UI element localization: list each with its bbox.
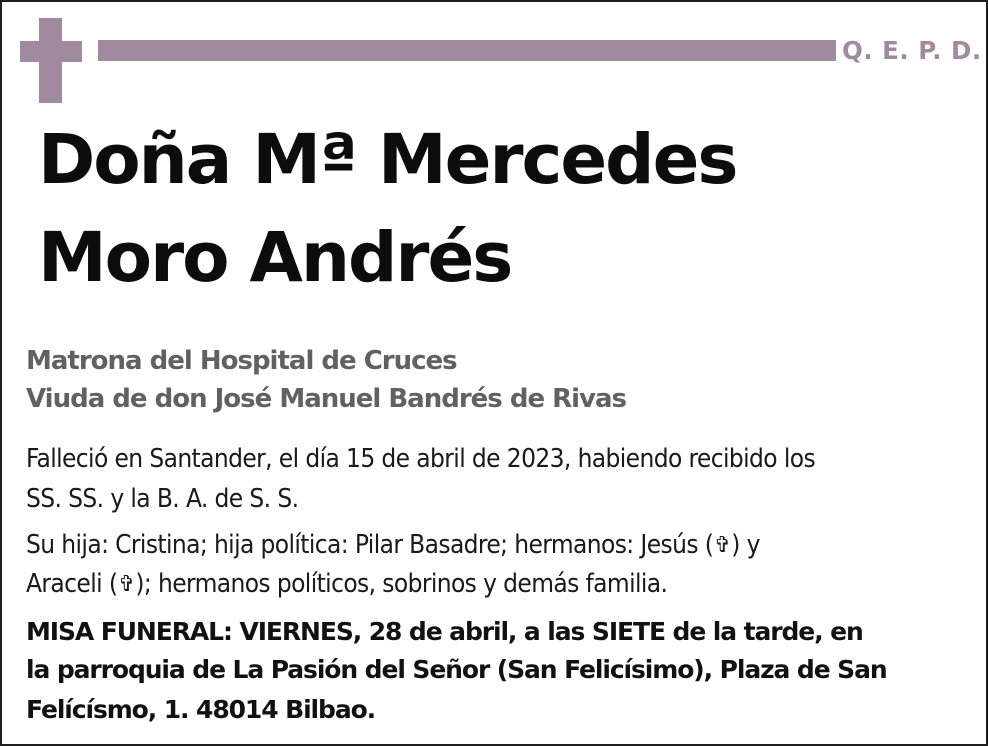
- death-notice-line-2: SS. SS. y la B. A. de S. S.: [26, 484, 299, 514]
- deceased-cross-icon: ✞: [714, 533, 731, 558]
- funeral-mass-line-3: Felícísmo, 1. 48014 Bilbao.: [26, 695, 376, 724]
- qepd-label: Q. E. P. D.: [842, 36, 982, 65]
- family-line-1-text: Su hija: Cristina; hija política: Pilar Basadre; hermanos: Jesús (: [26, 530, 714, 560]
- cross-icon-horizontal: [20, 41, 82, 62]
- family-line-2-text: ); hermanos políticos, sobrinos y demás familia.: [135, 569, 668, 599]
- deceased-name-line-2: Moro Andrés: [38, 218, 512, 298]
- funeral-mass-line-2: la parroquia de La Pasión del Señor (San Felicísimo), Plaza de San: [26, 655, 887, 684]
- family-line-2-start: Araceli (: [26, 569, 118, 599]
- deceased-name-line-1: Doña Mª Mercedes: [38, 120, 737, 200]
- family-line-1: [26, 532, 760, 558]
- deceased-cross-icon: ✞: [118, 572, 135, 597]
- family-line-2: [26, 571, 667, 597]
- family-line-1-end: ) y: [731, 530, 760, 560]
- death-notice-line-1: Falleció en Santander, el día 15 de abril de 2023, habiendo recibido los: [26, 444, 816, 474]
- header-divider-bar: [98, 40, 836, 61]
- widow-subtitle: Viuda de don José Manuel Bandrés de Rivas: [26, 384, 627, 414]
- occupation-subtitle: Matrona del Hospital de Cruces: [26, 346, 457, 376]
- funeral-mass-line-1: MISA FUNERAL: VIERNES, 28 de abril, a las SIETE de la tarde, en: [26, 617, 863, 646]
